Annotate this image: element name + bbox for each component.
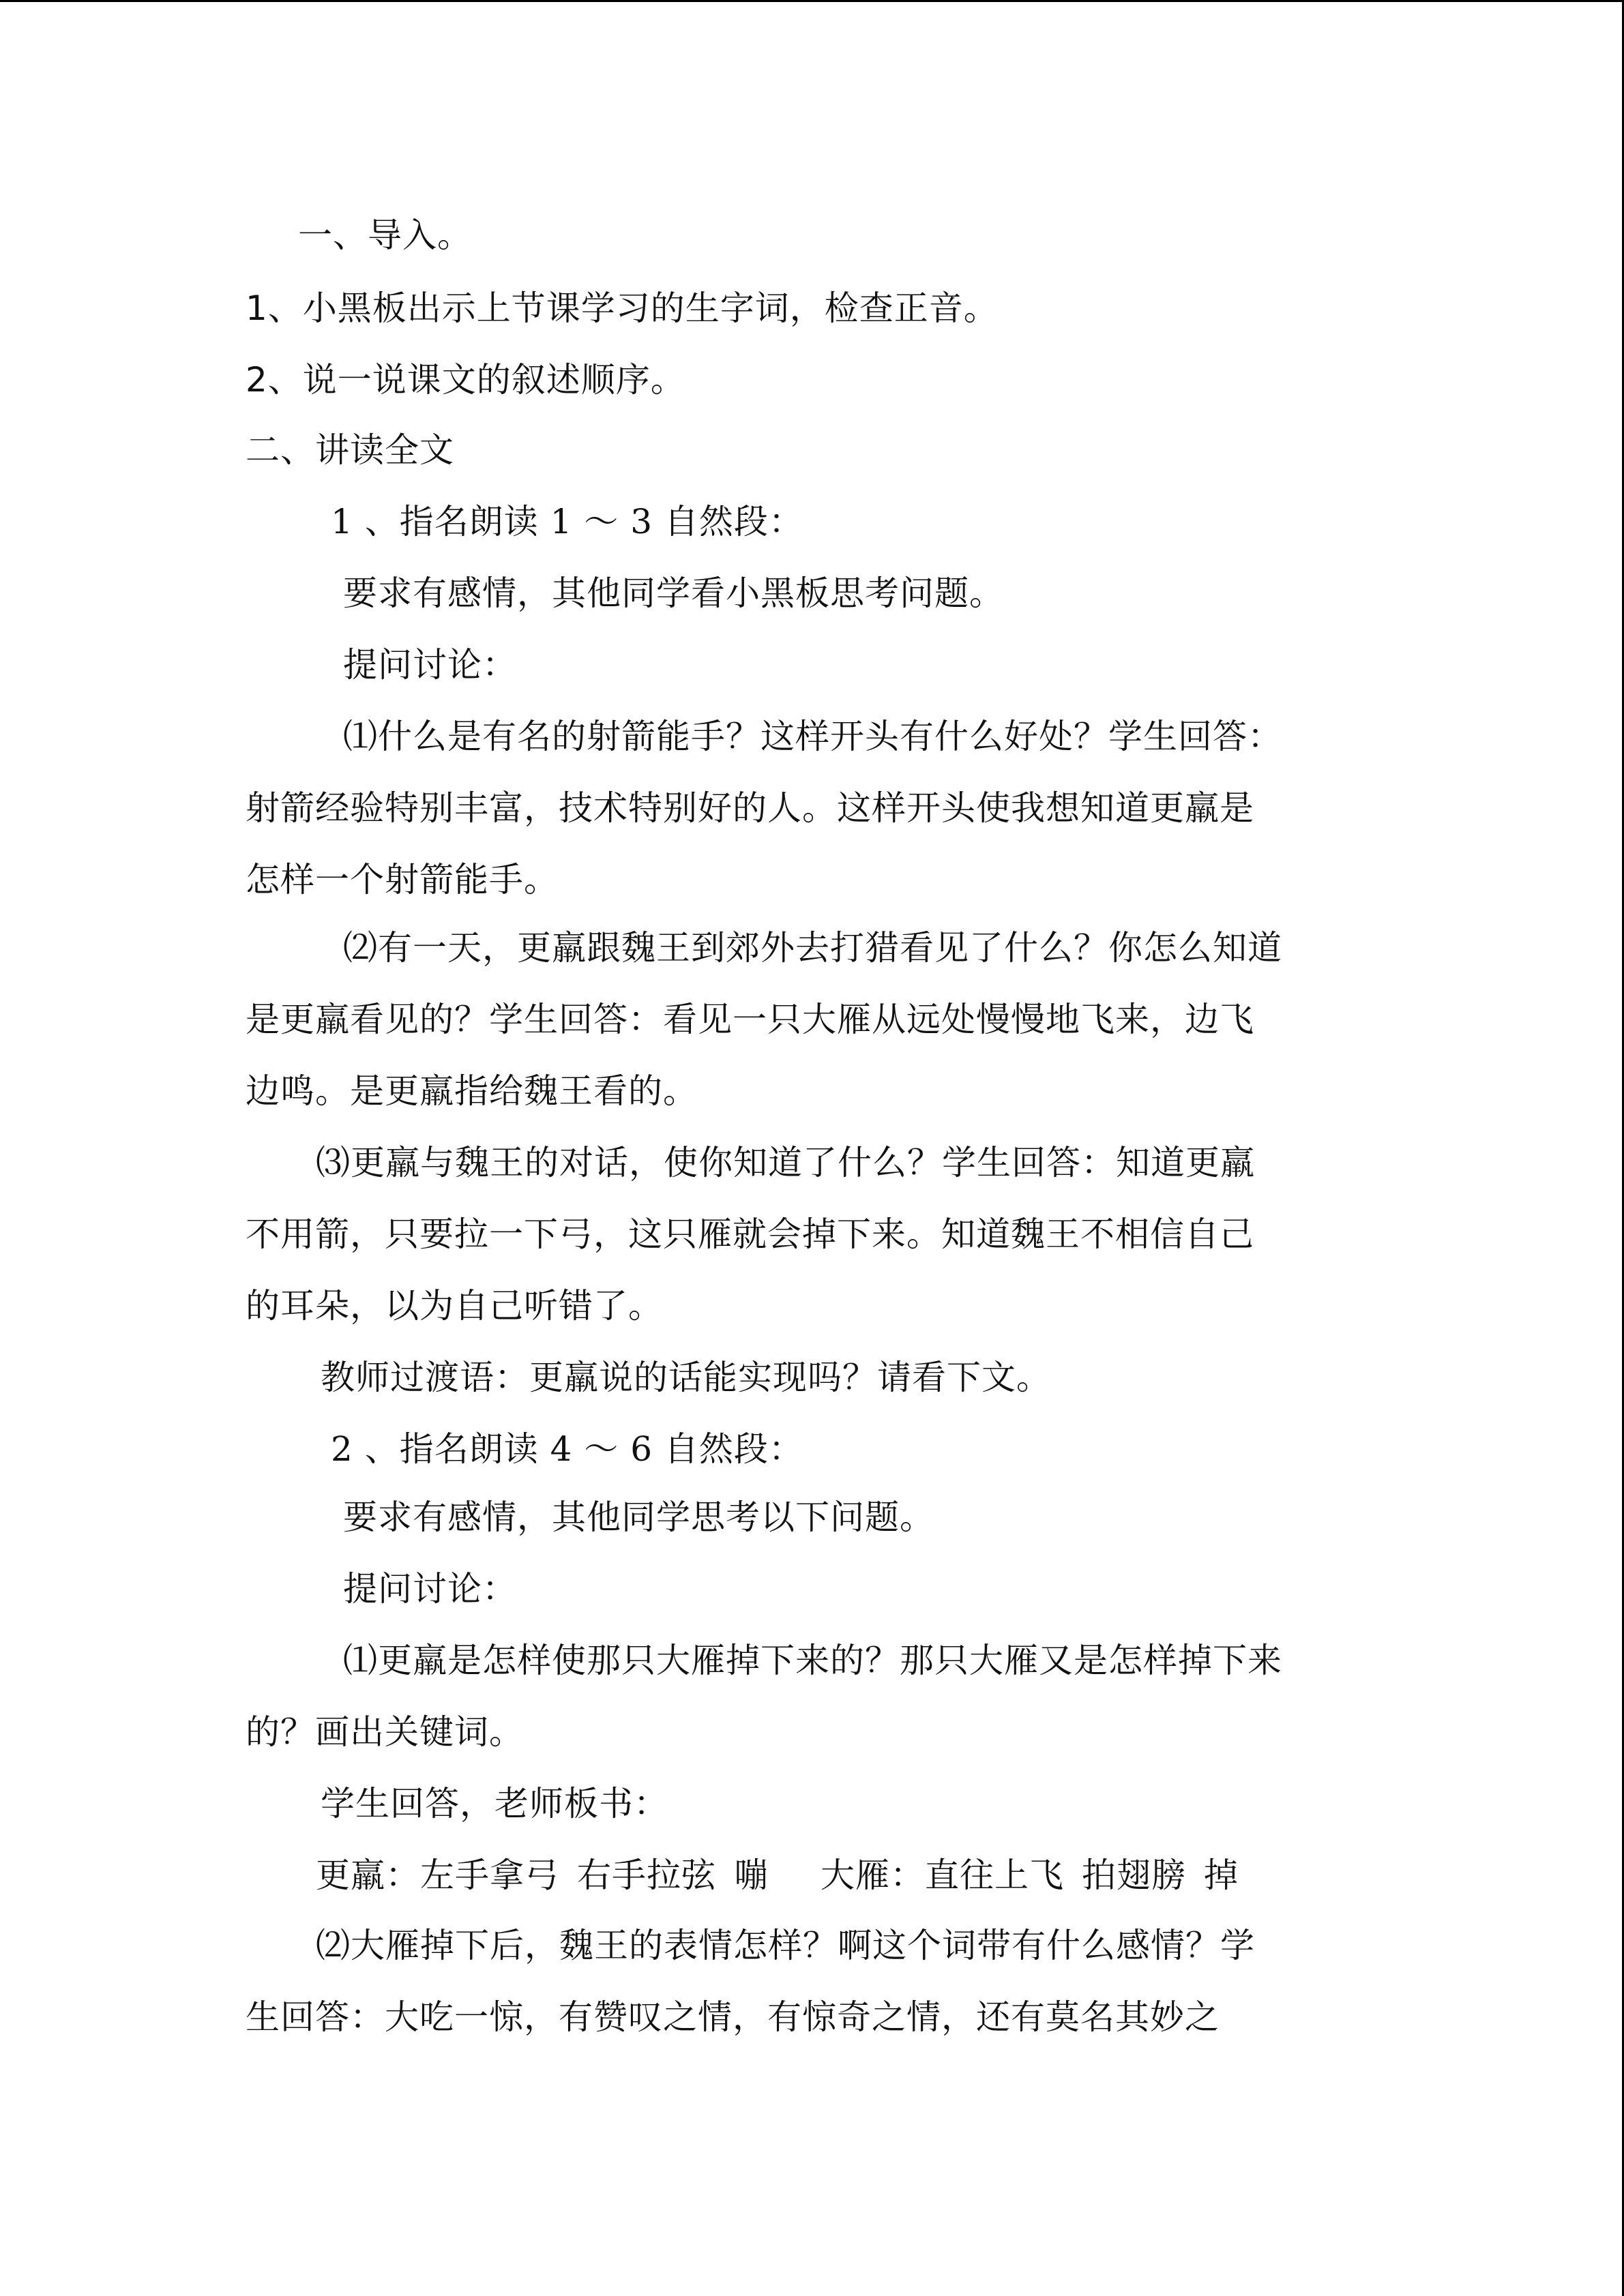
paragraph: 生回答：大吃一惊，有赞叹之情，有惊奇之情，还有莫名其妙之 xyxy=(246,1997,1220,2037)
paragraph: 学生回答，老师板书： xyxy=(321,1784,668,1823)
heading-reading: 二、讲读全文 xyxy=(246,430,454,470)
heading-intro: 一、导入。 xyxy=(298,215,472,255)
board-item: 嘣 xyxy=(734,1855,769,1895)
step-2: 2 、指名朗读 4 ～ 6 自然段： xyxy=(331,1429,803,1469)
transition: 教师过渡语：更羸说的话能实现吗？请看下文。 xyxy=(321,1358,1051,1397)
question-3: ⑶更羸与魏王的对话，使你知道了什么？学生回答：知道更羸 xyxy=(316,1143,1255,1182)
board-item: 直往上飞 xyxy=(925,1855,1064,1895)
paragraph: 提问讨论： xyxy=(343,645,517,685)
paragraph: 的？画出关键词。 xyxy=(246,1712,524,1752)
paragraph: 要求有感情，其他同学看小黑板思考问题。 xyxy=(343,573,1004,613)
board-item: 拍翅膀 xyxy=(1082,1855,1186,1895)
question-1: ⑴什么是有名的射箭能手？这样开头有什么好处？学生回答： xyxy=(343,717,1282,756)
blackboard-notes xyxy=(316,1855,1239,1896)
paragraph: 提问讨论： xyxy=(343,1569,517,1609)
paragraph: 要求有感情，其他同学思考以下问题。 xyxy=(343,1497,934,1537)
paragraph: 边鸣。是更羸指给魏王看的。 xyxy=(246,1071,698,1111)
board-right-label: 大雁： xyxy=(821,1855,925,1895)
paragraph: 是更羸看见的？学生回答：看见一只大雁从远处慢慢地飞来，边飞 xyxy=(246,1000,1254,1039)
paragraph: 射箭经验特别丰富，技术特别好的人。这样开头使我想知道更羸是 xyxy=(246,788,1254,828)
paragraph: 不用箭，只要拉一下弓，这只雁就会掉下来。知道魏王不相信自己 xyxy=(246,1214,1254,1254)
paragraph: 怎样一个射箭能手。 xyxy=(246,860,559,899)
board-item: 左手拿弓 xyxy=(420,1855,559,1895)
paragraph: 的耳朵，以为自己听错了。 xyxy=(246,1286,663,1326)
board-item: 掉 xyxy=(1204,1855,1239,1895)
step-1: 1 、指名朗读 1 ～ 3 自然段： xyxy=(331,502,803,541)
question-2: ⑵有一天，更羸跟魏王到郊外去打猎看见了什么？你怎么知道 xyxy=(343,928,1282,968)
question-1: ⑴更羸是怎样使那只大雁掉下来的？那只大雁又是怎样掉下来 xyxy=(343,1641,1282,1680)
question-2: ⑵大雁掉下后，魏王的表情怎样？啊这个词带有什么感情？学 xyxy=(316,1926,1255,1965)
list-item-2: 2、说一说课文的叙述顺序。 xyxy=(246,360,685,400)
board-item: 右手拉弦 xyxy=(577,1855,716,1895)
board-left-label: 更羸： xyxy=(316,1855,420,1895)
list-item-1: 1、小黑板出示上节课学习的生字词，检查正音。 xyxy=(246,288,999,328)
